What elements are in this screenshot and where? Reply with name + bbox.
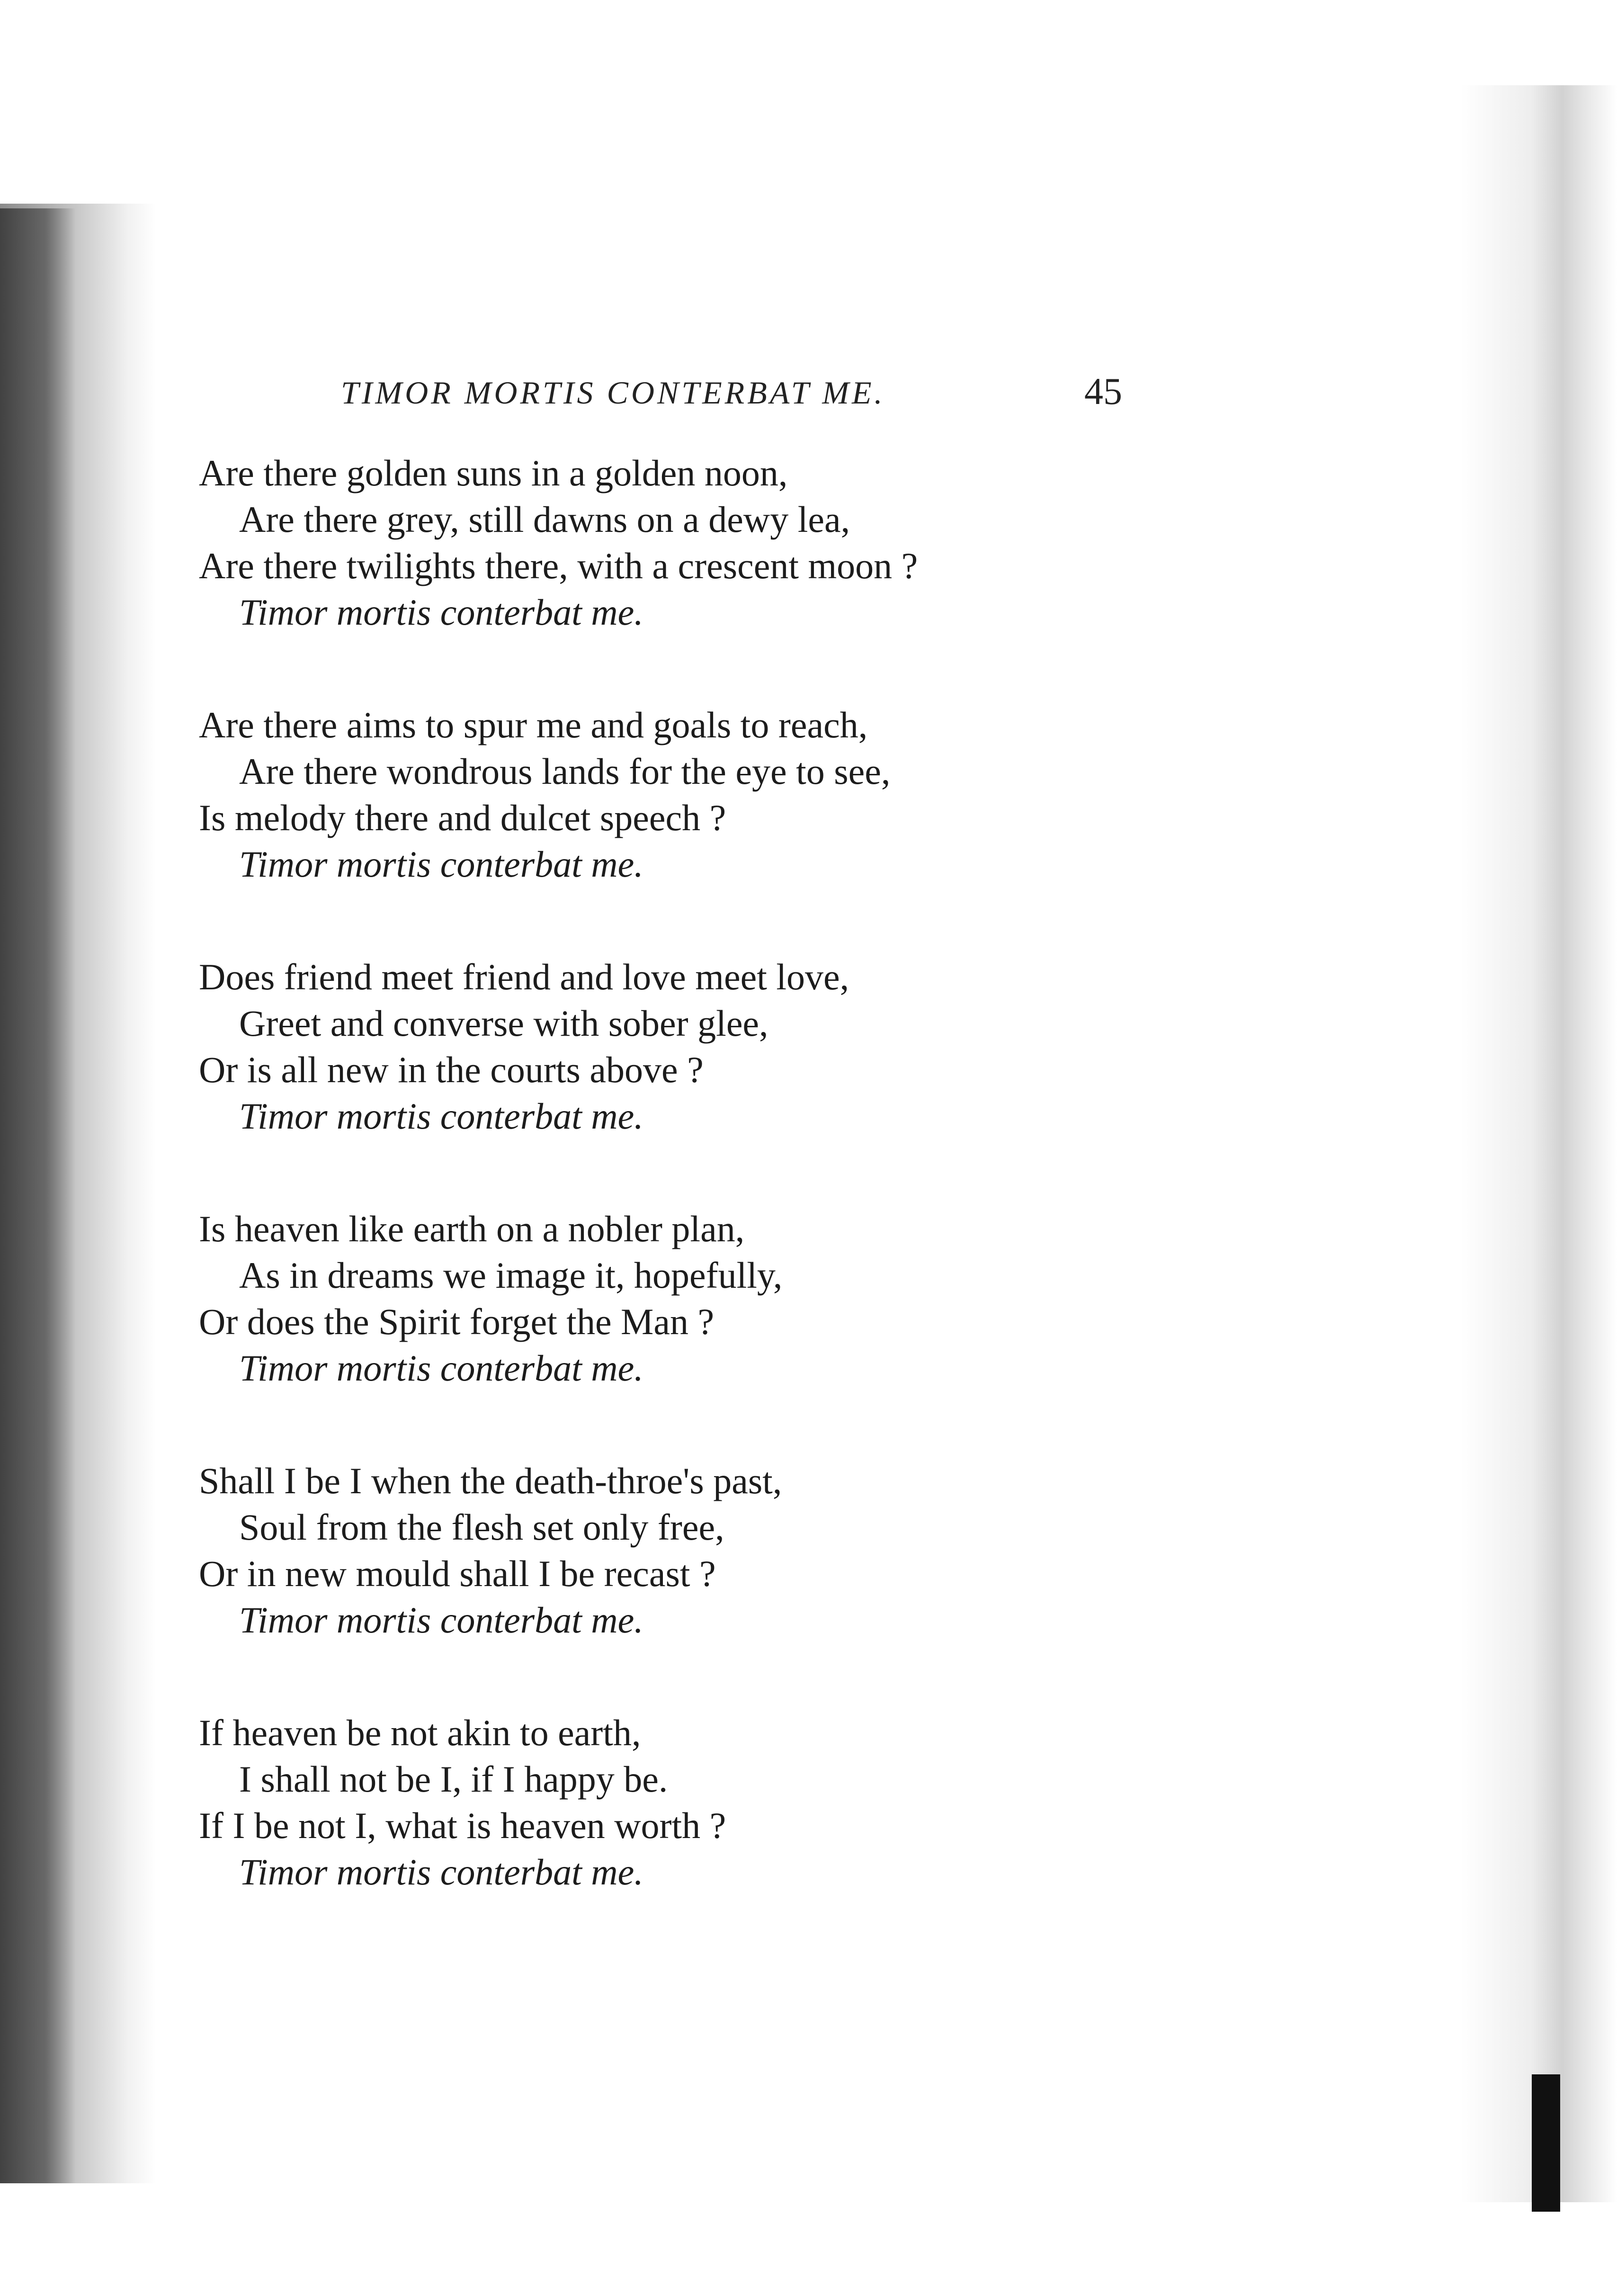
poem-line: Or does the Spirit forget the Man ? <box>199 1301 715 1342</box>
poem-line: Are there golden suns in a golden noon, <box>199 452 788 493</box>
poem-line: Are there grey, still dawns on a dewy lea, <box>239 499 850 540</box>
poem-line: Are there twilights there, with a crescent moon ? <box>199 545 918 586</box>
page-number: 45 <box>1084 371 1122 413</box>
poem-line: Soul from the flesh set only free, <box>239 1507 724 1548</box>
refrain-line: Timor mortis conterbat me. <box>239 1347 643 1389</box>
stanza-4 <box>199 1206 1383 1391</box>
poem-line: Or is all new in the courts above ? <box>199 1049 704 1090</box>
poem-line: Greet and converse with sober glee, <box>239 1003 768 1044</box>
stanza-3 <box>199 954 1383 1139</box>
poem-line: Are there wondrous lands for the eye to see, <box>239 751 891 792</box>
poem-line: I shall not be I, if I happy be. <box>239 1758 668 1800</box>
refrain-line: Timor mortis conterbat me. <box>239 1095 643 1137</box>
poem-line: If I be not I, what is heaven worth ? <box>199 1805 726 1846</box>
stanza-2 <box>199 702 1383 888</box>
running-title: TIMOR MORTIS CONTERBAT ME. <box>341 375 885 411</box>
poem-body <box>199 450 1383 1962</box>
refrain-line: Timor mortis conterbat me. <box>239 843 643 885</box>
stanza-5 <box>199 1458 1383 1643</box>
refrain-line: Timor mortis conterbat me. <box>239 592 643 633</box>
poem-line: Are there aims to spur me and goals to reach, <box>199 704 868 745</box>
poem-line: Does friend meet friend and love meet love, <box>199 956 849 997</box>
poem-line: As in dreams we image it, hopefully, <box>239 1255 783 1296</box>
poem-line: Is melody there and dulcet speech ? <box>199 797 726 838</box>
refrain-line: Timor mortis conterbat me. <box>239 1599 643 1641</box>
stanza-6 <box>199 1710 1383 1895</box>
poem-line: Shall I be I when the death-throe's past, <box>199 1460 782 1501</box>
poem-line: Is heaven like earth on a nobler plan, <box>199 1208 745 1249</box>
refrain-line: Timor mortis conterbat me. <box>239 1851 643 1892</box>
poem-line: If heaven be not akin to earth, <box>199 1712 641 1753</box>
stanza-1 <box>199 450 1383 636</box>
poem-line: Or in new mould shall I be recast ? <box>199 1553 716 1594</box>
